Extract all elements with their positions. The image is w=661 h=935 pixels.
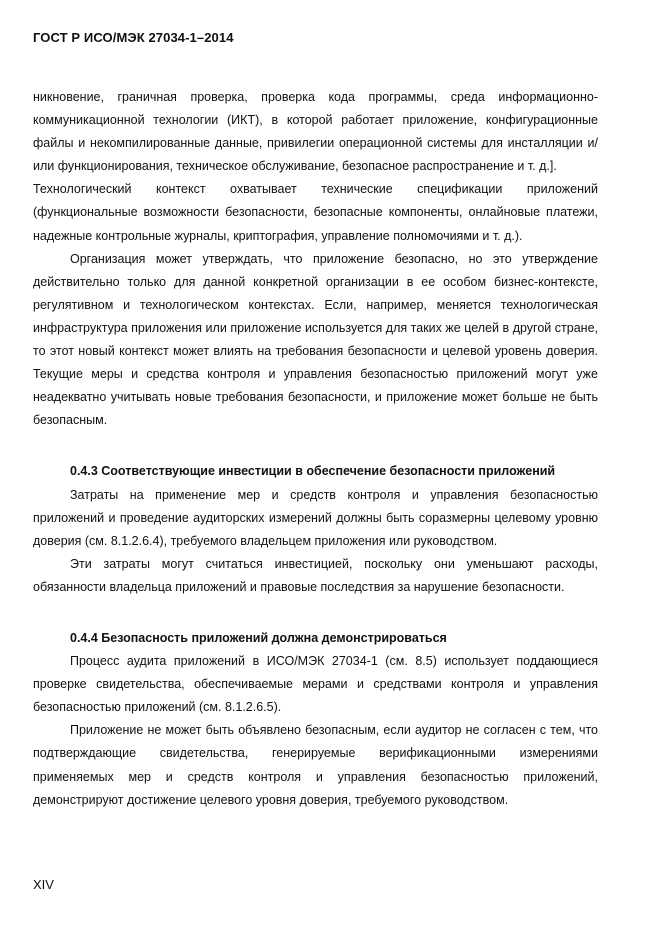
page-body <box>33 86 598 812</box>
paragraph-continuation: никновение, граничная проверка, проверка кода программы, среда информационно-коммуникационной технологии (ИКТ), в которой работает приложение, конфигурационные файлы и некомпилированные данные, привилегии операционной системы для инсталляции и/или функционирования, техническое обслуживание, безопасное распространение и т. д.]. <box>33 90 598 174</box>
paragraph-audit-process: Процесс аудита приложений в ИСО/МЭК 27034-1 (см. 8.5) использует поддающиеся проверке свидетельства, обеспечиваемые мерами и средствами контроля и управления безопасностью приложений (см. 8.1.2.6.5). <box>33 654 598 715</box>
paragraph-auditor-agreement: Приложение не может быть объявлено безопасным, если аудитор не согласен с тем, что подтверждающие свидетельства, генерируемые верификационными измерениями применяемых мер и средств контроля и управления безопасностью приложений, демонстрируют достижение целевого уровня доверия, требуемого руководством. <box>33 723 598 807</box>
document-header: ГОСТ Р ИСО/МЭК 27034-1–2014 <box>33 30 234 45</box>
paragraph-investment: Эти затраты могут считаться инвестицией, поскольку они уменьшают расходы, обязанности владельца приложений и правовые последствия за нарушение безопасности. <box>33 556 598 594</box>
section-heading-0-4-4: 0.4.4 Безопасность приложений должна демонстрироваться <box>70 630 447 645</box>
paragraph-costs: Затраты на применение мер и средств контроля и управления безопасностью приложений и проведение аудиторских измерений должны быть соразмерны целевому уровню доверия (см. 8.1.2.6.4), требуемого владельцем приложения или руководством. <box>33 487 598 548</box>
page-number: XIV <box>33 877 54 892</box>
paragraph-technological-context: Технологический контекст охватывает технические спецификации приложений (функциональные возможности безопасности, безопасные компоненты, онлайновые платежи, надежные контрольные журналы, криптография, управление полномочиями и т. д.). <box>33 182 598 243</box>
section-heading-0-4-3: 0.4.3 Соответствующие инвестиции в обеспечение безопасности приложений <box>70 464 556 479</box>
paragraph-organization-claims: Организация может утверждать, что приложение безопасно, но это утверждение действительно только для данной конкретной организации в ее особом бизнес-контексте, регулятивном и технологическом контекстах. Если, например, меняется технологическая инфраструктура приложения или приложение используется для таких же целей в другой стране, то этот новый контекст может влиять на требования безопасности и целевой уровень доверия. Текущие меры и средства контроля и управления безопасностью приложений могут уже неадекватно учитывать новые требования безопасности, и приложение может больше не быть безопасным. <box>33 251 598 428</box>
